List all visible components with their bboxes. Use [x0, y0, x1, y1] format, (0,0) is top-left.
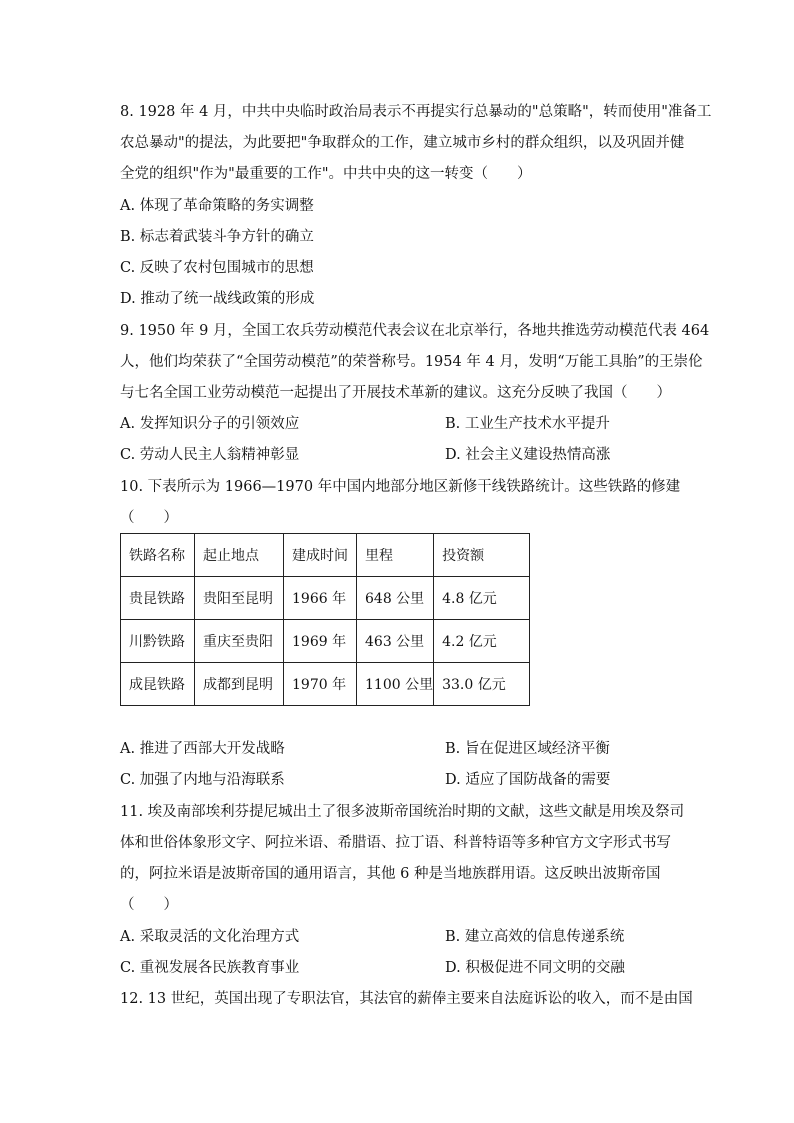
table-cell: 成都到昆明 [195, 663, 284, 706]
q11-option-b: B. 建立高效的信息传递系统 [445, 929, 625, 945]
table-cell: 重庆至贵阳 [195, 620, 284, 663]
q12-stem-line-1: 12. 13 世纪，英国出现了专职法官，其法官的薪俸主要来自法庭诉讼的收入，而不是由国 [120, 991, 693, 1007]
q10-option-c: C. 加强了内地与沿海联系 [120, 772, 285, 788]
table-cell: 川黔铁路 [121, 620, 195, 663]
table-row [121, 577, 530, 620]
q8-option-d: D. 推动了统一战线政策的形成 [120, 291, 315, 307]
q8-option-c: C. 反映了农村包围城市的思想 [120, 260, 314, 276]
table-cell: 33.0 亿元 [434, 663, 530, 706]
table-cell: 1969 年 [284, 620, 357, 663]
table-cell: 463 公里 [357, 620, 434, 663]
q9-option-d: D. 社会主义建设热情高涨 [445, 447, 611, 463]
table-cell: 贵昆铁路 [121, 577, 195, 620]
table-cell: 1970 年 [284, 663, 357, 706]
q10-option-b: B. 旨在促进区域经济平衡 [445, 741, 610, 757]
q11-stem-line-4: （ ） [120, 897, 178, 913]
q11-option-d: D. 积极促进不同文明的交融 [445, 960, 625, 976]
q9-stem-line-2: 人，他们均荣获了“全国劳动模范”的荣誉称号。1954 年 4 月，发明“万能工具胎”的王崇伦 [120, 354, 703, 370]
table-cell: 4.2 亿元 [434, 620, 530, 663]
q9-option-b: B. 工业生产技术水平提升 [445, 416, 610, 432]
q8-option-a: A. 体现了革命策略的务实调整 [120, 198, 314, 214]
q8-stem-line-2: 农总暴动"的提法，为此要把"争取群众的工作，建立城市乡村的群众组织，以及巩固并健 [120, 135, 685, 151]
railway-table [120, 533, 530, 706]
table-cell: 贵阳至昆明 [195, 577, 284, 620]
q10-stem-line-2: （ ） [120, 510, 178, 526]
q11-option-c: C. 重视发展各民族教育事业 [120, 960, 300, 976]
table-row [121, 663, 530, 706]
table-header-cell: 起止地点 [195, 534, 284, 577]
q8-stem-line-3: 全党的组织"作为"最重要的工作"。中共中央的这一转变（ ） [120, 166, 532, 182]
q8-option-b: B. 标志着武装斗争方针的确立 [120, 229, 314, 245]
q10-stem-line-1: 10. 下表所示为 1966—1970 年中国内地部分地区新修干线铁路统计。这些铁路的修建 [120, 479, 681, 495]
q9-option-a: A. 发挥知识分子的引领效应 [120, 416, 300, 432]
q8-stem-line-1: 8. 1928 年 4 月，中共中央临时政治局表示不再提实行总暴动的"总策略"，转而使用"准备工 [120, 104, 712, 120]
q11-stem-line-2: 体和世俗体象形文字、阿拉米语、希腊语、拉丁语、科普特语等多种官方文字形式书写 [120, 835, 671, 851]
table-cell: 成昆铁路 [121, 663, 195, 706]
q11-option-a: A. 采取灵活的文化治理方式 [120, 929, 300, 945]
table-header-cell: 里程 [357, 534, 434, 577]
table-cell: 1966 年 [284, 577, 357, 620]
q11-stem-line-1: 11. 埃及南部埃利芬提尼城出土了很多波斯帝国统治时期的文献，这些文献是用埃及祭司 [120, 804, 685, 820]
q10-option-d: D. 适应了国防战备的需要 [445, 772, 611, 788]
table-cell: 1100 公里 [357, 663, 434, 706]
q9-stem-line-1: 9. 1950 年 9 月，全国工农兵劳动模范代表会议在北京举行，各地共推选劳动模范代表 464 [120, 323, 710, 339]
table-cell: 648 公里 [357, 577, 434, 620]
table-cell: 4.8 亿元 [434, 577, 530, 620]
table-header-cell: 铁路名称 [121, 534, 195, 577]
q11-stem-line-3: 的，阿拉米语是波斯帝国的通用语言，其他 6 种是当地族群用语。这反映出波斯帝国 [120, 866, 661, 882]
table-header-cell: 投资额 [434, 534, 530, 577]
q9-option-c: C. 劳动人民主人翁精神彰显 [120, 447, 300, 463]
table-header-cell: 建成时间 [284, 534, 357, 577]
q10-option-a: A. 推进了西部大开发战略 [120, 741, 285, 757]
q9-stem-line-3: 与七名全国工业劳动模范一起提出了开展技术革新的建议。这充分反映了我国（ ） [120, 385, 671, 401]
table-row [121, 620, 530, 663]
table-header-row [121, 534, 530, 577]
